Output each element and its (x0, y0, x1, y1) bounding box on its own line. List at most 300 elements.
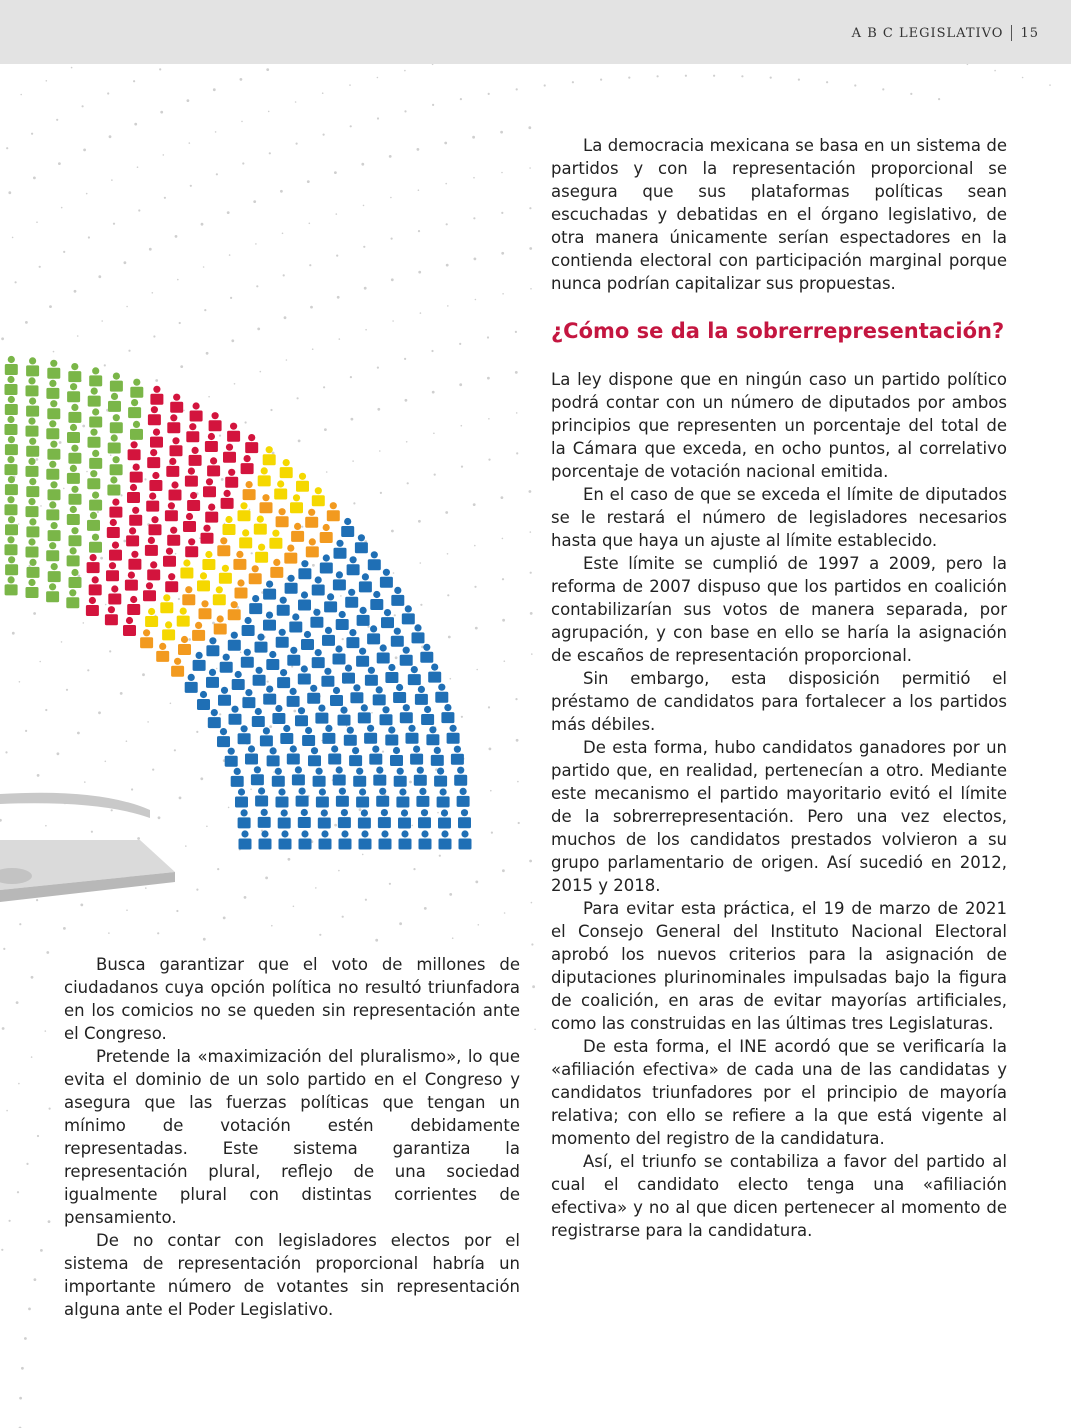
seat-icon (108, 393, 121, 412)
seat-icon (185, 674, 198, 693)
seat-icon (333, 571, 346, 590)
seat-icon (322, 627, 335, 646)
seat-icon (127, 484, 140, 503)
seat-icon (228, 601, 241, 620)
seat-icon (378, 809, 391, 828)
seat-icon (333, 645, 346, 664)
seat-icon (359, 830, 372, 849)
seat-icon (239, 529, 252, 548)
seat-icon (88, 388, 101, 407)
seat-icon (26, 418, 39, 437)
seat-icon (428, 664, 441, 683)
seat-icon (182, 586, 195, 605)
seat-icon (26, 438, 39, 457)
seat-icon (398, 809, 411, 828)
seat-icon (183, 513, 196, 532)
seat-icon (267, 747, 280, 766)
seat-icon (458, 809, 471, 828)
seat-icon (373, 686, 386, 705)
seat-icon (328, 745, 341, 764)
seat-icon (147, 449, 160, 468)
seat-icon (298, 591, 311, 610)
seat-icon (26, 579, 39, 598)
seat-icon (26, 398, 39, 417)
seat-icon (5, 476, 18, 495)
seat-icon (251, 766, 264, 785)
seat-icon (88, 429, 101, 448)
seat-icon (48, 481, 61, 500)
seat-icon (333, 766, 346, 785)
seat-icon (349, 747, 362, 766)
seat-icon (5, 356, 18, 375)
seat-icon (178, 636, 191, 655)
seat-icon (5, 396, 18, 415)
seat-icon (380, 706, 393, 725)
seat-icon (299, 830, 312, 849)
seat-icon (48, 522, 61, 541)
seat-icon (26, 357, 39, 376)
seat-icon (431, 747, 444, 766)
seat-icon (128, 399, 141, 418)
seat-icon (143, 582, 156, 601)
seat-icon (203, 478, 216, 497)
seat-icon (89, 408, 102, 427)
seat-icon (355, 534, 368, 553)
seat-icon (260, 494, 273, 513)
seat-icon (322, 725, 335, 744)
seat-icon (287, 745, 300, 764)
seat-icon (245, 745, 258, 764)
seat-icon (110, 414, 123, 433)
seat-icon (306, 538, 319, 557)
seat-icon (46, 380, 59, 399)
seat-icon (5, 516, 18, 535)
seat-icon (358, 809, 371, 828)
seat-icon (193, 652, 206, 671)
seat-icon (5, 376, 18, 395)
paragraph: De esta forma, hubo candidatos ganadores por un partido que, en realidad, pertenecían a otro. Mediante este mecanismo el partido mayoritario evitó el límite de la sobrerrepresentación. Pero una vez electos, muchos de los candidatos prestados volvieron a su grupo parlamentario de origen. Así sucedió en 2012, 2015 y 2018. (551, 738, 1007, 895)
seat-icon (243, 481, 256, 500)
seat-icon (358, 704, 371, 723)
seat-icon (414, 767, 427, 786)
seat-icon (263, 612, 276, 631)
page-number: 15 (1020, 25, 1039, 41)
seat-icon (126, 527, 139, 546)
seat-icon (205, 504, 218, 523)
seat-icon (280, 725, 293, 744)
seat-icon (46, 542, 59, 561)
seat-icon (336, 788, 349, 807)
seat-icon (127, 596, 140, 615)
seat-icon (26, 498, 39, 517)
seat-icon (162, 621, 175, 640)
seat-icon (47, 360, 60, 379)
seat-icon (412, 624, 425, 643)
seat-icon (5, 436, 18, 455)
seat-icon (245, 434, 258, 453)
seat-icon (107, 476, 120, 495)
seat-icon (435, 684, 448, 703)
seat-icon (298, 560, 311, 579)
seat-icon (291, 523, 304, 542)
seat-icon (339, 830, 352, 849)
seat-icon (170, 437, 183, 456)
seat-icon (318, 809, 331, 828)
seat-icon (242, 689, 255, 708)
seat-icon (345, 589, 358, 608)
seat-icon (238, 502, 251, 521)
publication-title: A B C LEGISLATIVO (851, 25, 1004, 41)
seat-icon (276, 508, 289, 527)
seat-icon (218, 687, 231, 706)
seat-icon (242, 617, 255, 636)
seat-icon (5, 456, 18, 475)
seat-icon (420, 644, 433, 663)
seat-icon (68, 404, 81, 423)
seat-icon (165, 502, 178, 521)
seat-icon (255, 544, 268, 563)
seat-icon (67, 424, 80, 443)
seat-icon (220, 654, 233, 673)
seat-icon (276, 629, 289, 648)
seat-icon (434, 768, 447, 787)
seat-icon (441, 704, 454, 723)
seat-icon (315, 705, 328, 724)
seat-icon (110, 456, 123, 475)
seat-icon (279, 830, 292, 849)
seat-icon (390, 747, 403, 766)
seat-icon (219, 565, 232, 584)
seat-icon (402, 605, 415, 624)
seat-icon (46, 420, 59, 439)
seat-icon (338, 707, 351, 726)
seat-icon (364, 725, 377, 744)
seat-icon (336, 611, 349, 630)
seat-icon (252, 708, 265, 727)
seat-icon (5, 576, 18, 595)
seat-icon (66, 589, 79, 608)
seat-icon (225, 469, 238, 488)
seat-icon (320, 554, 333, 573)
seat-icon (274, 480, 287, 499)
seat-icon (48, 563, 61, 582)
seat-icon (368, 551, 381, 570)
seat-icon (187, 492, 200, 511)
seat-icon (69, 486, 82, 505)
seat-icon (365, 667, 378, 686)
seat-icon (123, 617, 136, 636)
seat-icon (419, 830, 432, 849)
seat-icon (107, 519, 120, 538)
paragraph: Así, el triunfo se contabiliza a favor del partido al cual el candidato electo tenga una «afiliación efectiva» y no al que dicen pertenecer al momento de registrarse para la candidatura. (551, 1152, 1007, 1240)
seat-icon (129, 507, 142, 526)
seat-icon (356, 648, 369, 667)
seat-icon (287, 688, 300, 707)
seat-icon (89, 367, 102, 386)
seat-icon (438, 809, 451, 828)
seat-icon (67, 465, 80, 484)
seat-icon (334, 540, 347, 559)
seat-icon (381, 609, 394, 628)
right-column (551, 368, 1007, 1242)
seat-icon (312, 576, 325, 595)
seat-icon (206, 637, 219, 656)
seat-icon (400, 704, 413, 723)
seat-icon (46, 461, 59, 480)
seat-icon (421, 706, 434, 725)
seat-icon (46, 583, 59, 602)
seat-icon (305, 509, 318, 528)
seat-icon (223, 444, 236, 463)
seat-icon (301, 631, 314, 650)
seat-icon (166, 458, 179, 477)
seat-icon (415, 686, 428, 705)
seat-icon (108, 434, 121, 453)
seat-icon (277, 669, 290, 688)
seat-icon (231, 768, 244, 787)
seat-icon (454, 767, 467, 786)
seat-icon (130, 421, 143, 440)
paragraph: Pretende la «maximización del pluralismo», lo que evita el dominio de un solo partido en el Congreso y asegura que las fuerzas políticas que tengan un mínimo de votación estén debidamente representadas. Este sistema garantiza la representación plural, reflejo de una sociedad igualmente plural con distintas corrientes de pensamiento. (64, 1047, 520, 1227)
seat-icon (447, 725, 460, 744)
intro-paragraph: La democracia mexicana se basa en un sistema de partidos y con la representación proporcional se asegura que sus plataformas políticas sean escuchadas y debatidas en el órgano legislativo, de otra manera únicamente serían espectadores en la contienda electoral con participación marginal porque nunca podrían capitalizar sus propuestas. (551, 136, 1007, 293)
seat-icon (276, 788, 289, 807)
seat-icon (370, 591, 383, 610)
seat-icon (69, 569, 82, 588)
seat-icon (241, 455, 254, 474)
seat-icon (233, 551, 246, 570)
seat-icon (359, 573, 372, 592)
seat-icon (278, 809, 291, 828)
seat-icon (110, 373, 123, 392)
seat-icon (324, 593, 337, 612)
seat-icon (367, 625, 380, 644)
seat-icon (346, 629, 359, 648)
seat-icon (258, 809, 271, 828)
seat-icon (169, 481, 182, 500)
seat-icon (312, 487, 325, 506)
seat-icon (241, 649, 254, 668)
seat-icon (379, 830, 392, 849)
seat-icon (347, 556, 360, 575)
seat-icon (253, 667, 266, 686)
seat-icon (451, 746, 464, 765)
seat-icon (290, 494, 303, 513)
seat-icon (108, 585, 121, 604)
seat-icon (356, 788, 369, 807)
seat-icon (393, 684, 406, 703)
seat-icon (208, 709, 221, 728)
seat-icon (89, 534, 102, 553)
seat-icon (106, 562, 119, 581)
seat-icon (327, 502, 340, 521)
seat-icon (312, 649, 325, 668)
seat-icon (201, 525, 214, 544)
seat-icon (105, 606, 118, 625)
seat-icon (255, 634, 268, 653)
seat-icon (167, 414, 180, 433)
paragraph: La ley dispone que en ningún caso un partido político podrá contar con un número de diputados por ambos principios que representen un porcentaje del total de la Cámara que exceda, en ocho puntos, al correlativo porcentaje de votación nacional emitida. (551, 370, 1007, 481)
seat-icon (227, 423, 240, 442)
seat-icon (280, 459, 293, 478)
seat-icon (150, 429, 163, 448)
seat-icon (177, 608, 190, 627)
page-header (0, 0, 1071, 64)
seat-icon (149, 472, 162, 491)
seat-icon (180, 559, 193, 578)
seat-icon (232, 671, 245, 690)
seat-icon (217, 728, 230, 747)
seat-icon (357, 607, 370, 626)
seat-icon (156, 643, 169, 662)
seat-icon (228, 632, 241, 651)
seat-icon (277, 597, 290, 616)
seat-icon (308, 747, 321, 766)
seat-icon (399, 830, 412, 849)
seat-icon (171, 658, 184, 677)
seat-icon (457, 788, 470, 807)
intro-text (551, 134, 1007, 295)
seat-icon (146, 493, 159, 512)
seat-icon (148, 406, 161, 425)
seat-icon (238, 809, 251, 828)
seat-icon (235, 788, 248, 807)
seat-icon (190, 402, 203, 421)
seat-icon (307, 685, 320, 704)
seat-icon (263, 581, 276, 600)
seat-icon (130, 464, 143, 483)
seat-icon (263, 446, 276, 465)
seat-icon (206, 669, 219, 688)
seat-icon (89, 576, 102, 595)
seat-icon (353, 768, 366, 787)
seat-icon (47, 441, 60, 460)
seat-icon (125, 572, 138, 591)
seat-icon (344, 727, 357, 746)
seat-icon (140, 629, 153, 648)
seat-icon (260, 727, 273, 746)
seat-icon (416, 788, 429, 807)
seat-icon (459, 830, 472, 849)
seat-icon (5, 536, 18, 555)
seat-icon (197, 572, 210, 591)
paragraph: Busca garantizar que el voto de millones de ciudadanos cuya opción política no resultó triunfadora en los comicios no se queden sin representación ante el Congreso. (64, 955, 520, 1043)
seat-icon (292, 766, 305, 785)
seat-icon (289, 613, 302, 632)
seat-icon (205, 433, 218, 452)
seat-icon (86, 597, 99, 616)
seat-icon (26, 538, 39, 557)
seat-icon (192, 622, 205, 641)
paragraph: De no contar con legisladores electos por el sistema de representación proporcional habría un importante número de votantes sin representación alguna ante el Poder Legislativo. (64, 1231, 520, 1319)
seat-icon (263, 686, 276, 705)
seat-icon (87, 470, 100, 489)
seat-icon (350, 684, 363, 703)
seat-icon (249, 565, 262, 584)
seat-icon (235, 579, 248, 598)
seat-icon (67, 506, 80, 525)
seat-icon (385, 726, 398, 745)
seat-icon (269, 530, 282, 549)
seat-icon (239, 830, 252, 849)
seat-icon (128, 551, 141, 570)
seat-icon (167, 527, 180, 546)
seat-icon (26, 518, 39, 537)
paragraph: Este límite se cumplió de 1997 a 2009, pero la reforma de 2007 dispuso que los partidos en coalición contabilizarían sus votos de manera separada, por agrupación, y con base en ello se haría la asignación de escaños de representación proporcional. (551, 554, 1007, 665)
seat-icon (160, 594, 173, 613)
seat-icon (185, 538, 198, 557)
seat-icon (128, 441, 141, 460)
seat-icon (185, 468, 198, 487)
seat-icon (5, 556, 18, 575)
seat-icon (298, 809, 311, 828)
seat-icon (272, 768, 285, 787)
seat-icon (391, 628, 404, 647)
seat-icon (89, 492, 102, 511)
seat-icon (321, 668, 334, 687)
hemicycle-seats-icon (0, 300, 520, 860)
seat-icon (214, 615, 227, 634)
paragraph: En el caso de que se exceda el límite de diputados se le restará el número de legisladores necesarios hasta que haya un ajuste al límite establecido. (551, 485, 1007, 550)
seat-icon (341, 518, 354, 537)
seat-icon (319, 830, 332, 849)
seat-icon (255, 787, 268, 806)
seat-icon (302, 727, 315, 746)
seat-icon (145, 537, 158, 556)
seat-icon (249, 595, 262, 614)
seat-icon (295, 707, 308, 726)
seat-icon (330, 687, 343, 706)
seat-icon (369, 746, 382, 765)
seat-icon (109, 542, 122, 561)
seat-icon (376, 788, 389, 807)
seat-icon (150, 386, 163, 405)
seat-icon (67, 547, 80, 566)
seat-icon (373, 767, 386, 786)
seat-icon (221, 490, 234, 509)
seat-icon (437, 788, 450, 807)
seat-icon (202, 551, 215, 570)
seat-icon (147, 561, 160, 580)
header-divider (1011, 25, 1012, 41)
seat-icon (199, 600, 212, 619)
seat-icon (320, 524, 333, 543)
paragraph: Para evitar esta práctica, el 19 de marzo de 2021 el Consejo General del Instituto Nacional Electoral aprobó los nuevos criterios para la asignación de diputaciones plurinominales impulsadas bajo la figura de coalición, en aras de evitar mayorías artificiales, como las construidas en las últimas tres Legislaturas. (551, 899, 1007, 1033)
seat-icon (209, 412, 222, 431)
seat-icon (26, 377, 39, 396)
seat-icon (270, 559, 283, 578)
seat-icon (5, 416, 18, 435)
seat-icon (223, 516, 236, 535)
seat-icon (385, 664, 398, 683)
seat-icon (229, 706, 242, 725)
seat-icon (313, 768, 326, 787)
seat-icon (145, 608, 158, 627)
seat-icon (394, 768, 407, 787)
seat-icon (225, 748, 238, 767)
seat-icon (68, 363, 81, 382)
seat-icon (380, 569, 393, 588)
left-column (64, 953, 520, 1321)
seat-icon (418, 809, 431, 828)
seat-icon (238, 725, 251, 744)
seat-icon (426, 726, 439, 745)
seat-icon (377, 644, 390, 663)
seat-icon (130, 379, 143, 398)
seat-icon (5, 496, 18, 515)
seat-icon (266, 651, 279, 670)
seat-icon (338, 809, 351, 828)
